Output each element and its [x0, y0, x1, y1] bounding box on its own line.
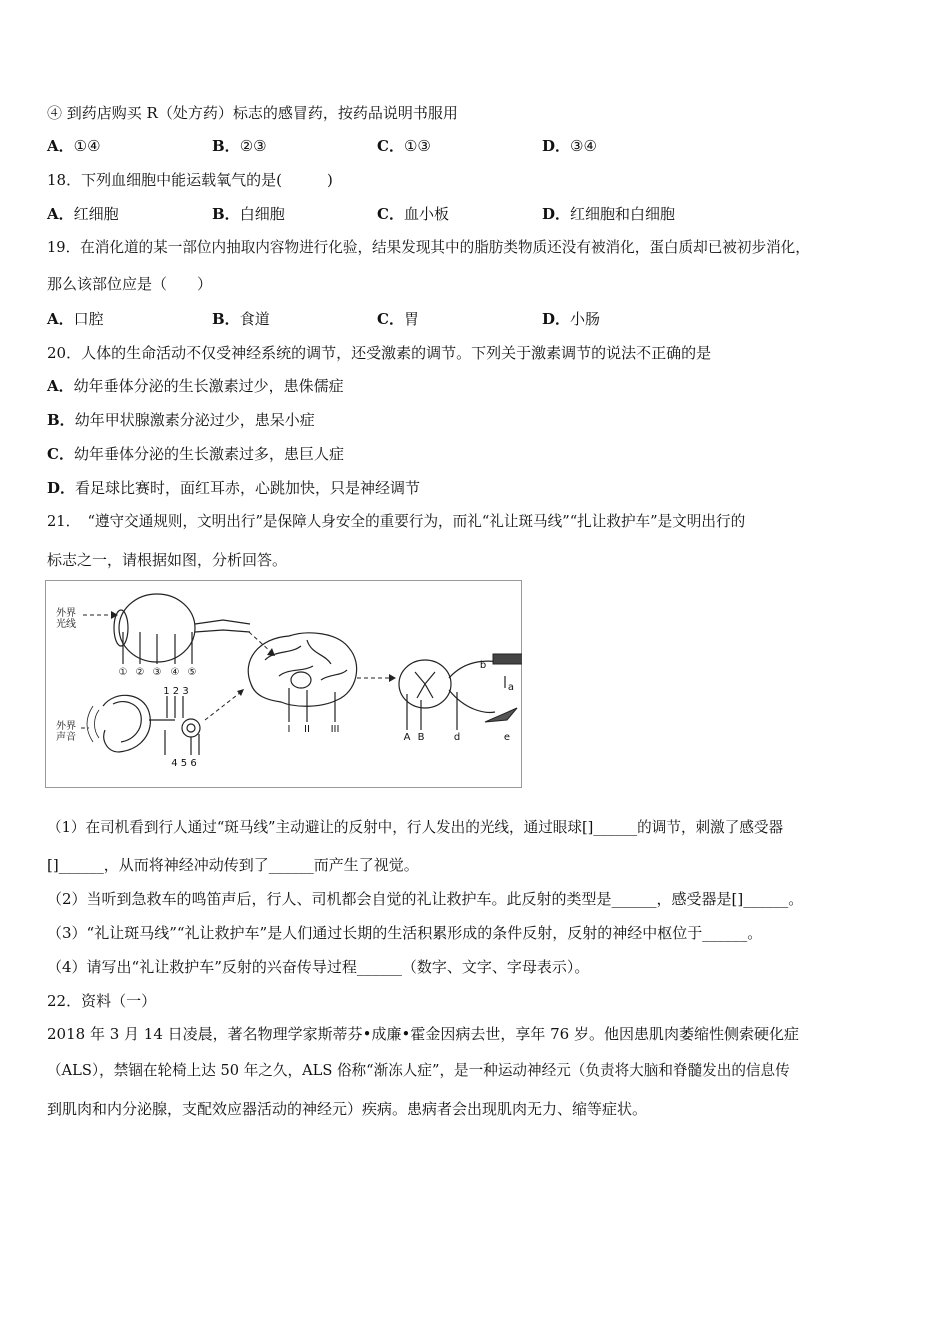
light-label-1: 外界 — [56, 608, 76, 619]
q17-option-c: C．①③ — [377, 137, 431, 155]
q19-option-c: C．胃 — [377, 310, 419, 328]
q19-option-a: A．口腔 — [47, 310, 104, 328]
q22-line3: 到肌肉和内分泌腺，支配效应器活动的神经元）疾病。患病者会出现肌肉无力、缩等症状。 — [47, 1100, 648, 1118]
q17-option-b: B．②③ — [212, 137, 267, 155]
eye-number-3: ③ — [152, 667, 162, 678]
q17-option-a: A．①④ — [47, 137, 101, 155]
q20-option-c: C．幼年垂体分泌的生长激素过多，患巨人症 — [47, 445, 344, 463]
brain-numeral-1: I — [287, 724, 291, 735]
q22-line1: 2018 年 3 月 14 日凌晨，著名物理学家斯蒂芬•成廉•霍金因病去世，享年 76 岁。他因患肌肉萎缩性侧索硬化症 — [47, 1025, 799, 1043]
q18-stem: 18．下列血细胞中能运载氧气的是( ) — [47, 171, 333, 189]
sound-label-1: 外界 — [56, 721, 76, 732]
q21-sub1-line1: （1）在司机看到行人通过“斑马线”主动避让的反射中，行人发出的光线，通过眼球[]______的调节，刺激了感受器 — [47, 819, 784, 836]
q19-stem-line1: 19．在消化道的某一部位内抽取内容物进行化验，结果发现其中的脂肪类物质还没有被消化，蛋白质却已被初步消化， — [47, 239, 810, 256]
q21-stem-line1: 21． “遵守交通规则，文明出行”是保障人身安全的重要行为，而礼“礼让斑马线”“扎让救护车”是文明出行的 — [47, 513, 746, 530]
brain-numeral-3: III — [330, 724, 340, 735]
q22-title: 22．资料（一） — [47, 992, 157, 1010]
q18-option-c: C．血小板 — [377, 205, 449, 223]
q21-sub2: （2）当听到急救车的鸣笛声后，行人、司机都会自觉的礼让救护车。此反射的类型是______，感受器是[]______。 — [47, 890, 804, 908]
brain-numeral-2: II — [304, 724, 310, 735]
q19-option-b: B．食道 — [212, 310, 270, 328]
q17-option-d: D．③④ — [542, 137, 597, 155]
q20-stem: 20．人体的生命活动不仅受神经系统的调节，还受激素的调节。下列关于激素调节的说法不正确的是 — [47, 344, 712, 362]
ear-numbers-bottom: 4 5 6 — [171, 758, 197, 769]
eye-number-1: ① — [118, 667, 128, 678]
reflex-diagram — [45, 580, 522, 788]
sound-label-2: 声音 — [56, 732, 76, 743]
receptor-box — [493, 654, 522, 664]
q19-option-d: D．小肠 — [542, 310, 601, 328]
eye-number-5: ⑤ — [187, 667, 197, 678]
q18-option-d: D．红细胞和白细胞 — [542, 205, 676, 223]
q21-sub1-line2: []______，从而将神经冲动传到了______而产生了视觉。 — [47, 856, 419, 874]
q20-option-b: B．幼年甲状腺激素分泌过少，患呆小症 — [47, 411, 315, 429]
q17-item-4: ④ 到药店购买 R（处方药）标志的感冒药，按药品说明书服用 — [47, 104, 458, 122]
spinal-letter-a: A — [403, 732, 411, 743]
q21-stem-line2: 标志之一，请根据如图，分析回答。 — [47, 551, 288, 569]
q18-option-b: B．白细胞 — [212, 205, 285, 223]
spinal-letter-b: B — [417, 732, 425, 743]
q21-sub3: （3）“礼让斑马线”“礼让救护车”是人们通过长期的生活积累形成的条件反射，反射的神经中枢位于______。 — [47, 924, 763, 942]
light-label-2: 光线 — [56, 619, 76, 630]
eye-number-4: ④ — [170, 667, 180, 678]
ear-numbers-top: 1 2 3 — [163, 686, 189, 697]
reflex-letter-b: b — [479, 660, 487, 671]
q20-option-d: D．看足球比赛时，面红耳赤，心跳加快，只是神经调节 — [47, 479, 421, 497]
reflex-letter-a: a — [507, 682, 515, 693]
q21-sub4: （4）请写出“礼让救护车”反射的兴奋传导过程______（数字、文字、字母表示）。 — [47, 958, 590, 976]
q22-line2: （ALS），禁锢在轮椅上达 50 年之久，ALS 俗称“渐冻人症”，是一种运动神经元（负责将大脑和脊髓发出的信息传 — [47, 1062, 790, 1079]
spinal-letter-d: d — [453, 732, 461, 743]
spinal-letter-e: e — [503, 732, 511, 743]
q18-option-a: A．红细胞 — [47, 205, 119, 223]
q19-stem-line2: 那么该部位应是（ ） — [47, 275, 213, 293]
q20-option-a: A．幼年垂体分泌的生长激素过少，患侏儒症 — [47, 377, 344, 395]
eye-number-2: ② — [135, 667, 145, 678]
